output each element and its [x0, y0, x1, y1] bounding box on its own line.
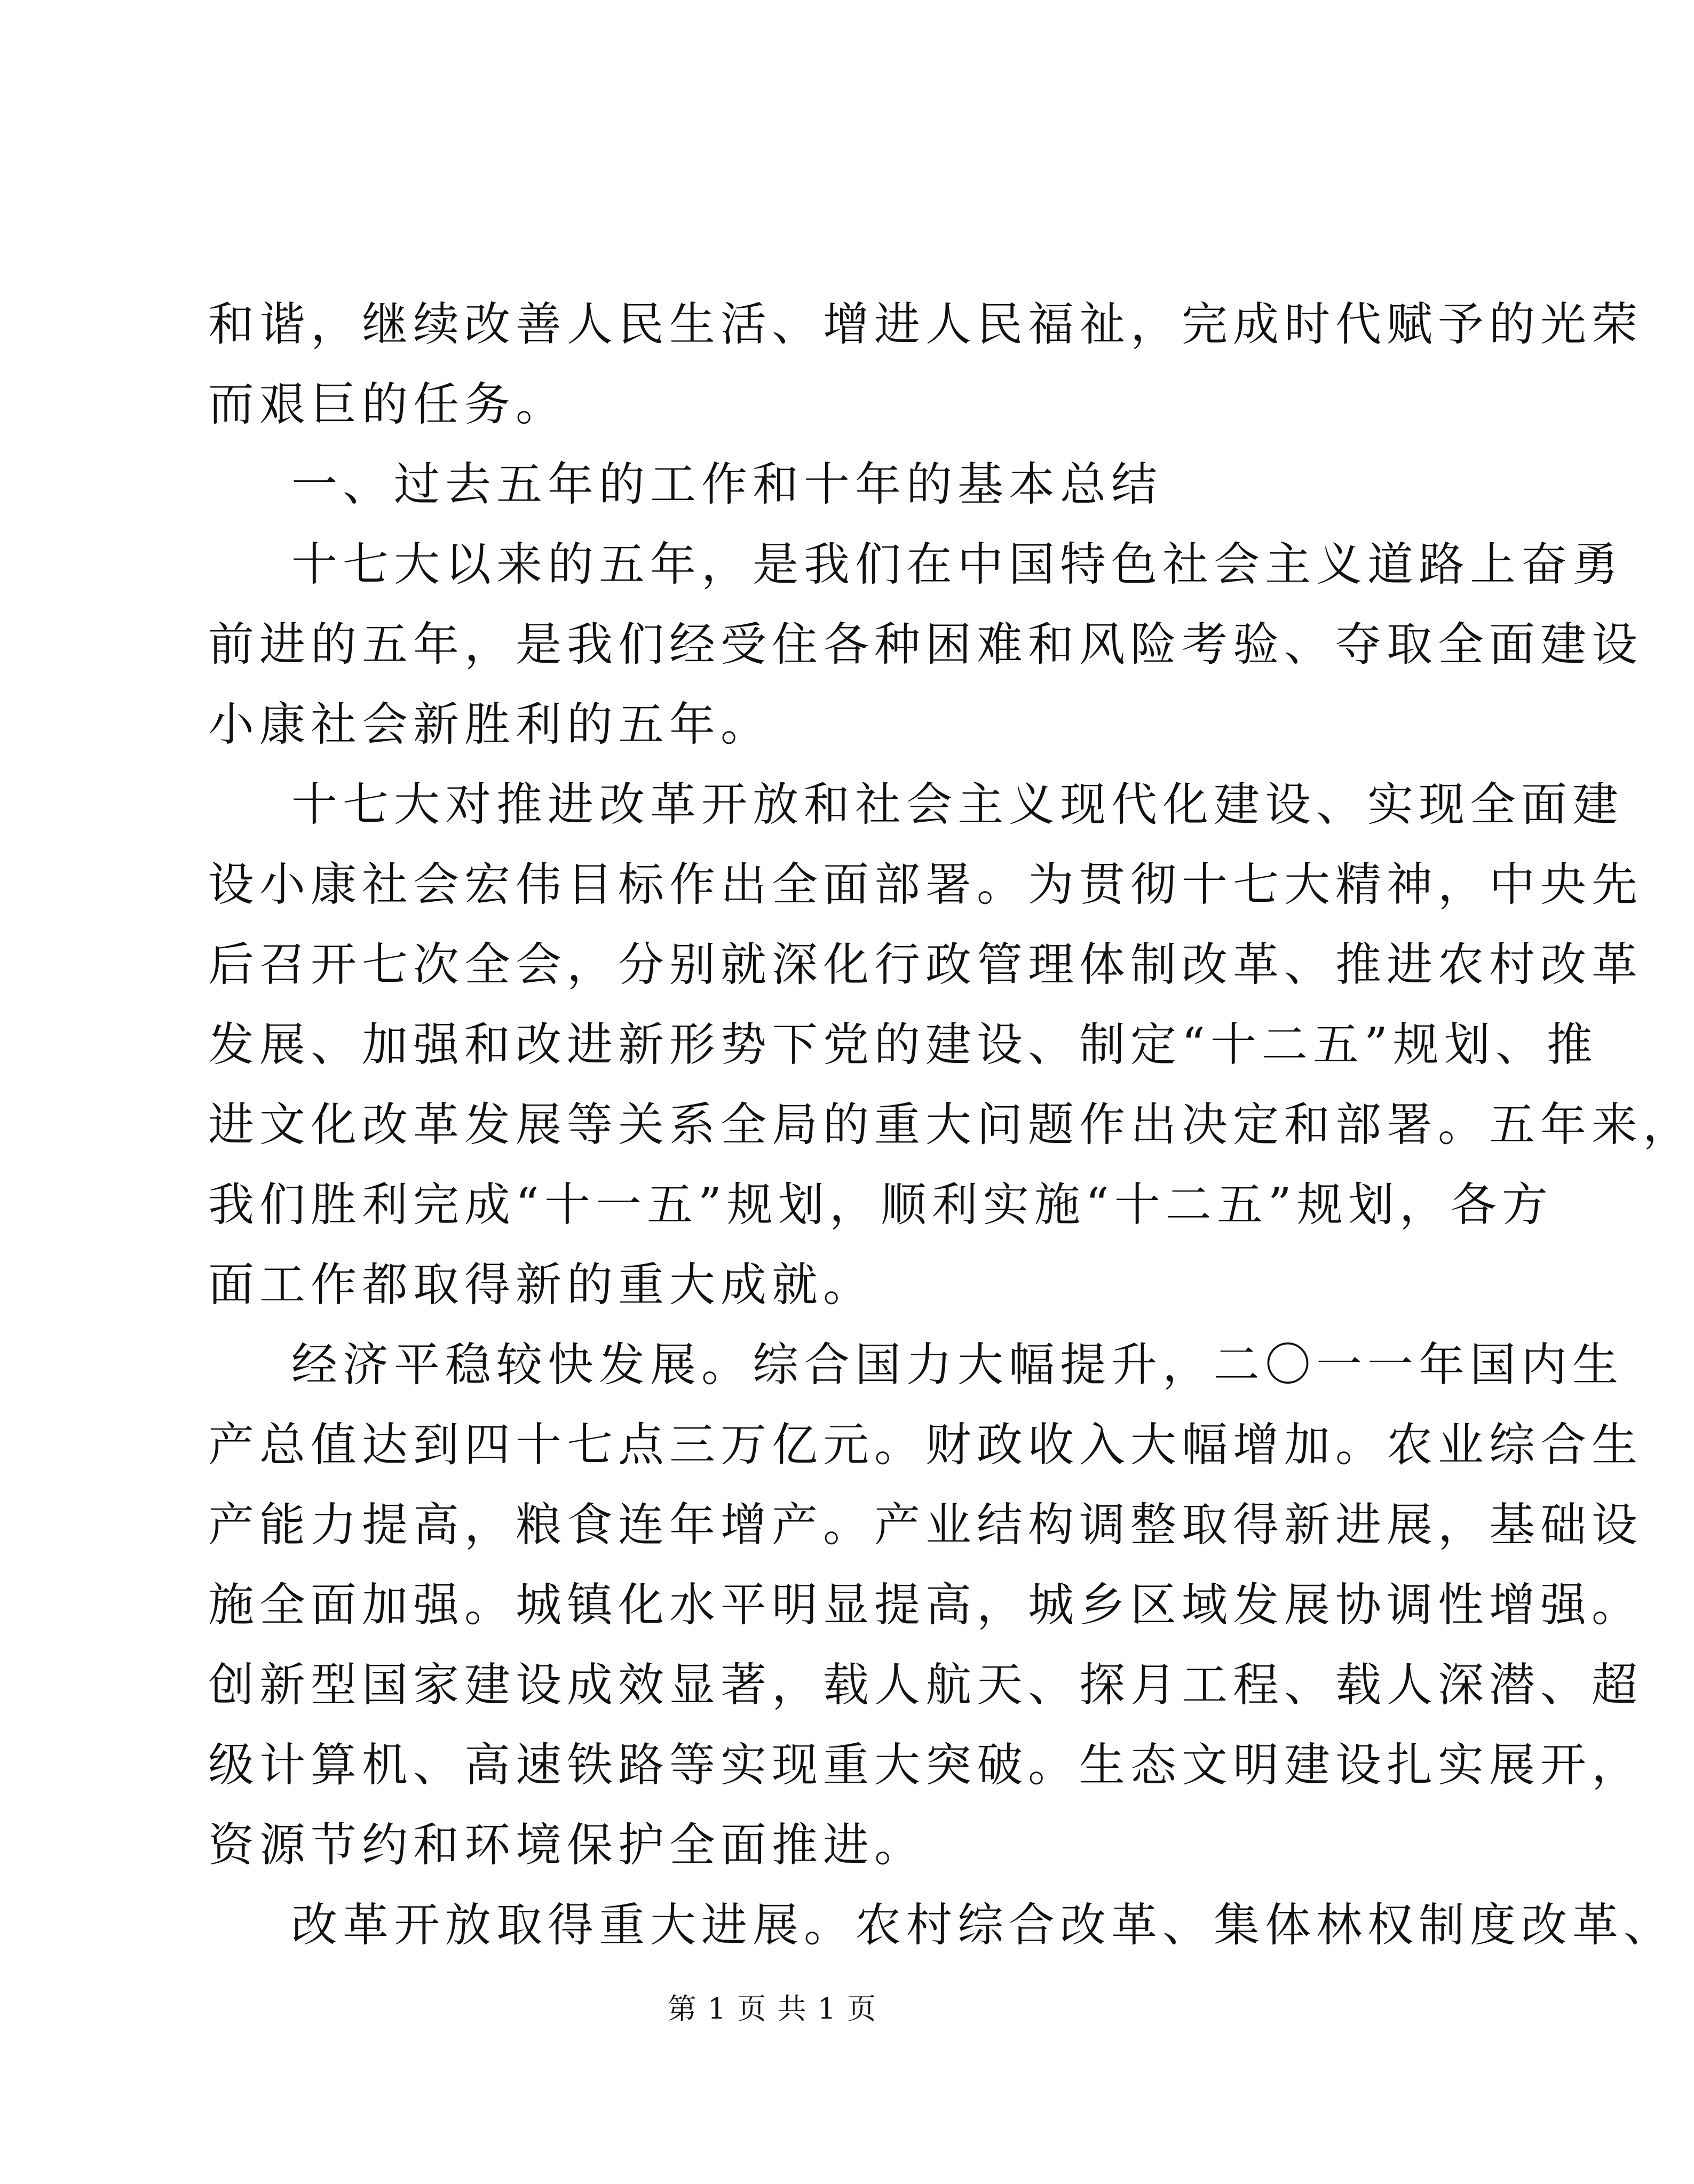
text-line: 产总值达到四十七点三万亿元。财政收入大幅增加。农业综合生 [208, 1418, 1643, 1472]
text-line: 后召开七次全会，分别就深化行政管理体制改革、推进农村改革 [208, 938, 1643, 991]
text-line: 创新型国家建设成效显著，载人航天、探月工程、载人深潜、超 [208, 1658, 1643, 1712]
text-line: 而艰巨的任务。 [208, 378, 567, 431]
text-line: 十七大对推进改革开放和社会主义现代化建设、实现全面建 [291, 778, 1624, 831]
text-line: 经济平稳较快发展。综合国力大幅提升，二〇一一年国内生 [291, 1338, 1624, 1392]
text-line: 进文化改革发展等关系全局的重大问题作出决定和部署。五年来， [208, 1098, 1694, 1151]
text-line: 资源节约和环境保护全面推进。 [208, 1818, 925, 1872]
text-line: 十七大以来的五年，是我们在中国特色社会主义道路上奋勇 [291, 538, 1624, 591]
text-line: 施全面加强。城镇化水平明显提高，城乡区域发展协调性增强。 [208, 1578, 1643, 1632]
text-line: 改革开放取得重大进展。农村综合改革、集体林权制度改革、 [291, 1899, 1675, 1952]
section-heading: 一、过去五年的工作和十年的基本总结 [291, 458, 1162, 511]
text-line: 设小康社会宏伟目标作出全面部署。为贯彻十七大精神，中央先 [208, 858, 1643, 911]
text-line: 小康社会新胜利的五年。 [208, 698, 772, 751]
text-line: 产能力提高，粮食连年增产。产业结构调整取得新进展，基础设 [208, 1498, 1643, 1552]
text-line: 发展、加强和改进新形势下党的建设、制定“十二五”规划、推 [208, 1018, 1598, 1071]
text-line: 级计算机、高速铁路等实现重大突破。生态文明建设扎实展开， [208, 1738, 1643, 1792]
text-line: 面工作都取得新的重大成就。 [208, 1258, 874, 1312]
page-number-footer: 第 1 页 共 1 页 [667, 1992, 877, 2026]
text-line: 和谐，继续改善人民生活、增进人民福祉，完成时代赋予的光荣 [208, 298, 1643, 351]
text-line: 我们胜利完成“十一五”规划，顺利实施“十二五”规划，各方 [208, 1178, 1553, 1232]
text-line: 前进的五年，是我们经受住各种困难和风险考验、夺取全面建设 [208, 618, 1643, 671]
